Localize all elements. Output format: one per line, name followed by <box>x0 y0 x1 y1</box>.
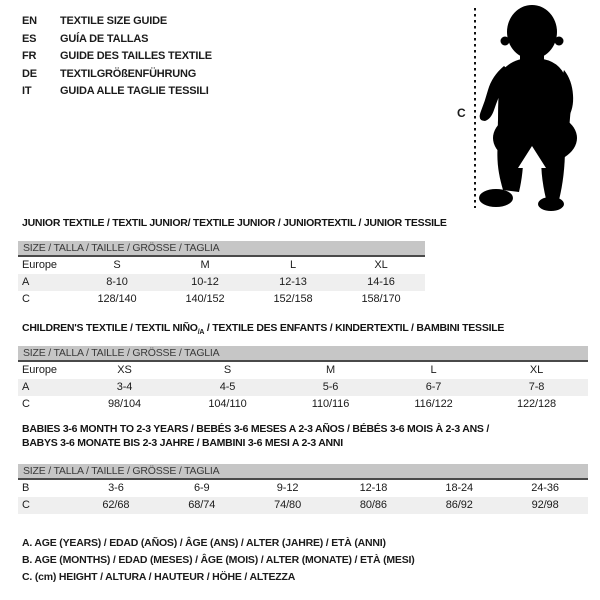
table-row <box>18 396 588 413</box>
size-cell: 12-13 <box>279 276 307 288</box>
size-header-band: SIZE / TALLA / TAILLE / GRÖSSE / TAGLIA <box>18 346 588 362</box>
language-row <box>22 48 212 66</box>
size-cell: XS <box>117 364 132 376</box>
heading-text: / TEXTILE DES ENFANTS / KINDERTEXTIL / BAMBINI TESSILE <box>204 322 505 334</box>
babies-size-table <box>18 464 588 514</box>
size-cell: 3-6 <box>108 482 124 494</box>
language-row <box>22 83 212 101</box>
size-cell: M <box>325 364 336 376</box>
size-cell: 74/80 <box>274 499 302 511</box>
row-label: A <box>22 381 30 393</box>
size-cell: 110/116 <box>311 398 350 410</box>
legend-line-a: A. AGE (YEARS) / EDAD (AÑOS) / ÂGE (ANS) / ALTER (JAHRE) / ETÀ (ANNI) <box>22 537 386 549</box>
language-row <box>22 31 212 49</box>
table-row <box>18 257 425 274</box>
toddler-silhouette-icon <box>460 0 600 220</box>
size-cell: L <box>289 259 297 271</box>
size-cell: 68/74 <box>188 499 216 511</box>
measure-legend <box>22 535 415 586</box>
size-cell: XL <box>374 259 388 271</box>
language-code: EN <box>22 15 37 27</box>
size-cell: 122/128 <box>516 398 557 410</box>
size-cell: 98/104 <box>107 398 142 410</box>
size-cell: 24-36 <box>531 482 559 494</box>
row-label: C <box>22 293 30 305</box>
childrens-textile-heading <box>22 322 504 336</box>
babies-textile-heading <box>22 423 489 450</box>
language-row <box>22 66 212 84</box>
language-code: IT <box>22 85 32 97</box>
size-cell: 62/68 <box>102 499 130 511</box>
junior-size-table <box>18 241 425 308</box>
row-label: C <box>22 499 30 511</box>
size-cell: 3-4 <box>116 381 133 393</box>
size-cell: 86/92 <box>445 499 473 511</box>
size-cell: S <box>113 259 121 271</box>
language-row <box>22 13 212 31</box>
legend-line-b: B. AGE (MONTHS) / EDAD (MESES) / ÂGE (MOIS) / ALTER (MONATE) / ETÀ (MESI) <box>22 554 415 566</box>
size-cell: 140/152 <box>185 293 225 305</box>
size-cell: S <box>223 364 232 376</box>
size-cell: 92/98 <box>531 499 559 511</box>
row-label: Europe <box>22 259 57 271</box>
size-cell: 12-18 <box>359 482 388 494</box>
table-row <box>18 362 588 379</box>
size-cell: L <box>430 364 437 376</box>
size-cell: 5-6 <box>322 381 339 393</box>
table-row <box>18 480 588 497</box>
size-header-band: SIZE / TALLA / TAILLE / GRÖSSE / TAGLIA <box>18 241 425 257</box>
size-cell: 6-7 <box>425 381 442 393</box>
size-cell: 152/158 <box>273 293 313 305</box>
language-title: TEXTILE SIZE GUIDE <box>60 15 168 27</box>
heading-subscript: /A <box>197 329 205 337</box>
language-title: GUIDE DES TAILLES TEXTILE <box>60 50 212 62</box>
table-row <box>18 497 588 514</box>
language-code: ES <box>22 32 37 45</box>
junior-textile-heading: JUNIOR TEXTILE / TEXTIL JUNIOR/ TEXTILE JUNIOR / JUNIORTEXTIL / JUNIOR TESSILE <box>22 217 447 229</box>
children-size-table <box>18 346 588 413</box>
language-title: GUÍA DE TALLAS <box>60 32 149 45</box>
table-row <box>18 379 588 396</box>
size-cell: 6-9 <box>193 482 210 494</box>
language-title: TEXTILGRÖßENFÜHRUNG <box>60 67 197 80</box>
row-label: C <box>22 398 30 410</box>
language-code: FR <box>22 50 37 62</box>
table-row <box>18 274 425 291</box>
babies-heading-line1: BABIES 3-6 MONTH TO 2-3 YEARS / BEBÉS 3-6 MESES A 2-3 AÑOS / BÉBÉS 3-6 MOIS À 2-3 ANS / <box>22 423 490 435</box>
size-cell: 14-16 <box>367 276 395 288</box>
size-cell: 104/110 <box>208 398 247 410</box>
table-row <box>18 291 425 308</box>
language-code: DE <box>22 67 37 80</box>
language-title: GUIDA ALLE TAGLIE TESSILI <box>60 85 209 97</box>
legend-line-c: C. (cm) HEIGHT / ALTURA / HAUTEUR / HÖHE / ALTEZZA <box>22 571 296 583</box>
row-label: Europe <box>22 364 57 376</box>
size-cell: 9-12 <box>276 482 299 494</box>
size-cell: 158/170 <box>361 293 401 305</box>
toddler-body <box>479 5 577 211</box>
size-cell: 80/86 <box>359 499 387 511</box>
height-measure-label: C <box>457 106 466 120</box>
row-label: B <box>22 482 30 494</box>
size-cell: 4-5 <box>219 381 236 393</box>
size-header-band: SIZE / TALLA / TAILLE / GRÖSSE / TAGLIA <box>18 464 588 480</box>
language-title-list <box>22 13 212 101</box>
size-cell: 128/140 <box>97 293 137 305</box>
size-cell: 7-8 <box>528 381 545 393</box>
size-cell: 18-24 <box>445 482 474 494</box>
size-cell: 8-10 <box>106 276 128 288</box>
heading-text: CHILDREN'S TEXTILE / TEXTIL NIÑO <box>22 322 198 334</box>
row-label: A <box>22 276 30 288</box>
babies-heading-line2: BABYS 3-6 MONATE BIS 2-3 JAHRE / BAMBINI 3-6 MESI A 2-3 ANNI <box>22 436 343 449</box>
size-cell: M <box>200 259 210 271</box>
size-cell: 116/122 <box>414 398 453 410</box>
size-cell: XL <box>529 364 544 376</box>
size-cell: 10-12 <box>191 276 219 288</box>
